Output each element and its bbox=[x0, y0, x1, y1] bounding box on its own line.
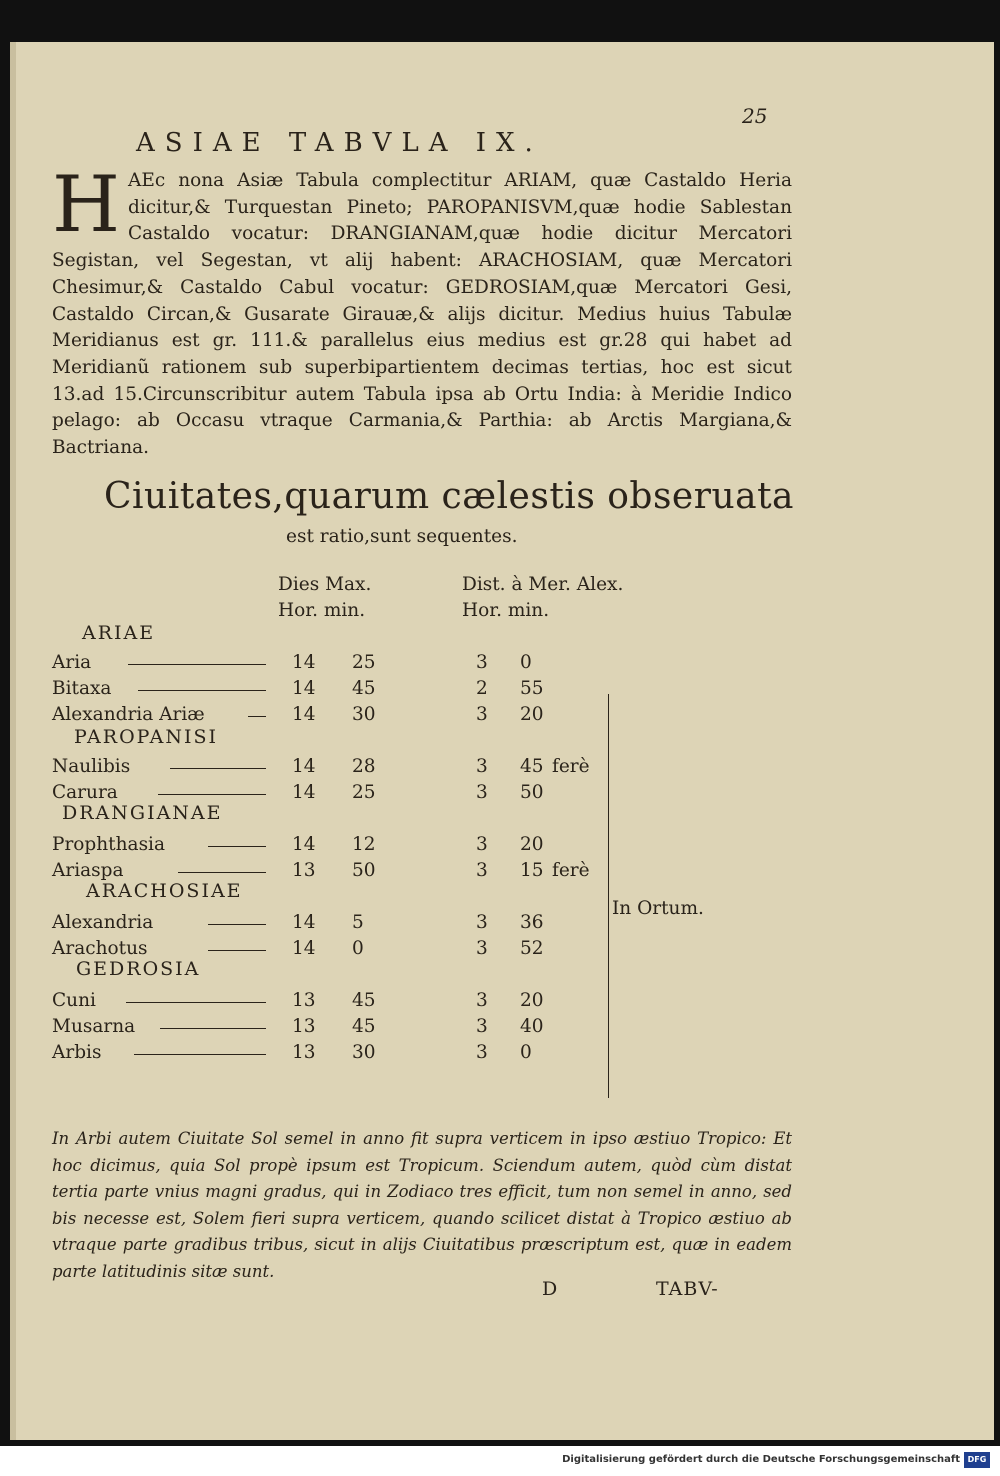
day-minutes: 0 bbox=[352, 938, 364, 959]
region-heading: GEDROSIA bbox=[76, 958, 201, 980]
city-name: Bitaxa bbox=[52, 678, 112, 699]
leader-line bbox=[248, 716, 266, 717]
day-minutes: 25 bbox=[352, 652, 376, 673]
column-head-distance: Dist. à Mer. Alex. Hor. min. bbox=[462, 574, 624, 621]
distance-minutes: 0 bbox=[520, 1042, 532, 1063]
dfg-logo: DFG bbox=[964, 1452, 990, 1468]
city-name: Aria bbox=[52, 652, 92, 673]
distance-minutes: 36 bbox=[520, 912, 544, 933]
distance-minutes: 52 bbox=[520, 938, 544, 959]
day-hours: 14 bbox=[292, 756, 316, 777]
distance-hours: 3 bbox=[476, 860, 488, 881]
leader-line bbox=[158, 794, 266, 795]
distance-hours: 3 bbox=[476, 938, 488, 959]
book-page bbox=[10, 42, 994, 1440]
day-minutes: 25 bbox=[352, 782, 376, 803]
city-name: Arbis bbox=[52, 1042, 102, 1063]
distance-hours: 3 bbox=[476, 834, 488, 855]
distance-minutes: 0 bbox=[520, 652, 532, 673]
leader-line bbox=[160, 1028, 266, 1029]
leader-line bbox=[138, 690, 266, 691]
footnote: In Arbi autem Ciuitate Sol semel in anno fit supra verticem in ipso æstiuo Tropico: Et hoc dicimus, quia Sol propè ipsum est Tropicum. Sciendum autem, quòd cùm distat tertia parte vnius magni gradus, qui in Zodiaco tres efficit, tum non semel in anno, sed bis necesse est, Solem fieri supra verticem, quando scilicet distat à Tropico æstiuo ab vtraque parte gradibus tribus, sicut in alijs Ciuitatibus præscriptum est, quæ in eadem parte latitudinis sitæ sunt. bbox=[52, 1129, 792, 1281]
brace-label: In Ortum. bbox=[612, 898, 704, 919]
signature-mark: D bbox=[542, 1278, 558, 1300]
distance-minutes: 45 bbox=[520, 756, 544, 777]
table-row bbox=[16, 990, 1000, 1016]
day-minutes: 12 bbox=[352, 834, 376, 855]
day-minutes: 50 bbox=[352, 860, 376, 881]
leader-line bbox=[178, 872, 266, 873]
section-heading: Ciuitates,quarum cælestis obseruata bbox=[104, 476, 795, 517]
region-heading: ARIAE bbox=[82, 622, 156, 644]
day-hours: 14 bbox=[292, 938, 316, 959]
day-minutes: 30 bbox=[352, 1042, 376, 1063]
table-row bbox=[16, 860, 1000, 886]
day-hours: 13 bbox=[292, 1016, 316, 1037]
distance-hours: 3 bbox=[476, 1042, 488, 1063]
table-row bbox=[16, 1042, 1000, 1068]
city-name: Arachotus bbox=[52, 938, 148, 959]
catchword: TABV- bbox=[656, 1278, 719, 1300]
footer-text: Digitalisierung gefördert durch die Deutsche Forschungsgemeinschaft bbox=[562, 1454, 960, 1465]
distance-hours: 3 bbox=[476, 912, 488, 933]
day-hours: 13 bbox=[292, 1042, 316, 1063]
distance-minutes: 20 bbox=[520, 834, 544, 855]
city-name: Alexandria bbox=[52, 912, 154, 933]
leader-line bbox=[208, 950, 266, 951]
region-heading: ARACHOSIAE bbox=[86, 880, 243, 902]
footer-bar bbox=[0, 1446, 1000, 1476]
distance-hours: 3 bbox=[476, 704, 488, 725]
table-row bbox=[16, 834, 1000, 860]
column-head-dies-max: Dies Max. Hor. min. bbox=[278, 574, 372, 621]
table-row bbox=[16, 652, 1000, 678]
day-minutes: 5 bbox=[352, 912, 364, 933]
day-hours: 13 bbox=[292, 990, 316, 1011]
table-row bbox=[16, 1016, 1000, 1042]
table-row bbox=[16, 782, 1000, 808]
day-minutes: 28 bbox=[352, 756, 376, 777]
section-subheading: est ratio,sunt sequentes. bbox=[286, 526, 518, 547]
distance-minutes: 50 bbox=[520, 782, 544, 803]
distance-minutes: 20 bbox=[520, 704, 544, 725]
table-row bbox=[16, 704, 1000, 730]
city-name: Ariaspa bbox=[52, 860, 124, 881]
day-minutes: 45 bbox=[352, 990, 376, 1011]
city-name: Cuni bbox=[52, 990, 96, 1011]
day-hours: 14 bbox=[292, 678, 316, 699]
day-minutes: 45 bbox=[352, 678, 376, 699]
city-name: Alexandria Ariæ bbox=[52, 704, 205, 725]
city-name: Carura bbox=[52, 782, 118, 803]
leader-line bbox=[126, 1002, 266, 1003]
table-row bbox=[16, 912, 1000, 938]
region-heading: DRANGIANAE bbox=[62, 802, 223, 824]
leader-line bbox=[208, 924, 266, 925]
distance-hours: 3 bbox=[476, 990, 488, 1011]
day-hours: 14 bbox=[292, 652, 316, 673]
page-number: 25 bbox=[742, 104, 768, 128]
city-name: Naulibis bbox=[52, 756, 131, 777]
leader-line bbox=[208, 846, 266, 847]
city-name: Musarna bbox=[52, 1016, 136, 1037]
city-name: Prophthasia bbox=[52, 834, 166, 855]
region-heading: PAROPANISI bbox=[74, 726, 219, 748]
distance-hours: 3 bbox=[476, 756, 488, 777]
intro-text: AEc nona Asiæ Tabula complectitur ARIAM, quæ Castaldo Heria dicitur,& Turquestan Pineto; PAROPANISVM,quæ hodie Sablestan Castaldo vocatur: DRANGIANAM,quæ hodie dicitur Mercatori Segistan, vel Segestan, vt alij habent: ARACHOSIAM, quæ Mercatori Chesimur,& Castaldo Cabul vocatur: GEDROSIAM,quæ Mercatori Gesi, Castaldo Circan,& Gusarate Girauæ,& alijs dicitur. Medius huius Tabulæ Meridianus est gr. 111.& parallelus eius medius est gr.28 qui habet ad Meridianũ rationem sub superbipartientem decimas tertias, hoc est sicut 13.ad 15.Circunscribitur autem Tabula ipsa ab Ortu India: à Meridie Indico pelago: ab Occasu vtraque Carmania,& Parthia: ab Arctis Margiana,& Bactriana. bbox=[52, 170, 792, 459]
table-row bbox=[16, 678, 1000, 704]
day-hours: 14 bbox=[292, 912, 316, 933]
day-hours: 14 bbox=[292, 782, 316, 803]
distance-hours: 3 bbox=[476, 782, 488, 803]
distance-minutes: 40 bbox=[520, 1016, 544, 1037]
distance-hours: 3 bbox=[476, 1016, 488, 1037]
table-row bbox=[16, 756, 1000, 782]
day-minutes: 45 bbox=[352, 1016, 376, 1037]
distance-minutes: 15 bbox=[520, 860, 544, 881]
row-note: ferè bbox=[552, 860, 590, 881]
day-hours: 13 bbox=[292, 860, 316, 881]
distance-hours: 2 bbox=[476, 678, 488, 699]
drop-cap: H bbox=[52, 160, 121, 250]
day-minutes: 30 bbox=[352, 704, 376, 725]
running-head: ASIAE TABVLA IX. bbox=[136, 128, 543, 158]
table-row bbox=[16, 938, 1000, 964]
distance-hours: 3 bbox=[476, 652, 488, 673]
distance-minutes: 55 bbox=[520, 678, 544, 699]
distance-minutes: 20 bbox=[520, 990, 544, 1011]
leader-line bbox=[128, 664, 266, 665]
day-hours: 14 bbox=[292, 704, 316, 725]
leader-line bbox=[134, 1054, 266, 1055]
day-hours: 14 bbox=[292, 834, 316, 855]
leader-line bbox=[170, 768, 266, 769]
brace bbox=[600, 694, 609, 1098]
intro-paragraph bbox=[52, 160, 792, 462]
row-note: ferè bbox=[552, 756, 590, 777]
